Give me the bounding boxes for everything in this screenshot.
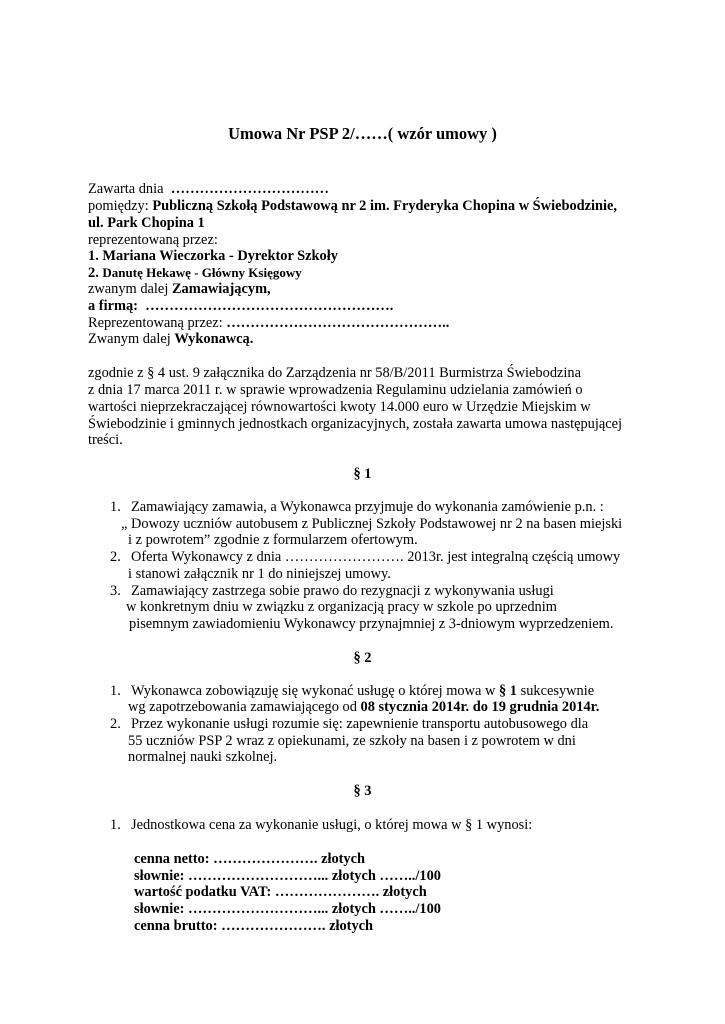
rep1-text: 1. Mariana Wieczorka - Dyrektor Szkoły: [88, 248, 338, 264]
repr-label: reprezentowaną przez:: [88, 232, 218, 248]
zamawiajacy-term: Zamawiającym,: [171, 281, 271, 297]
s2-item1-paragraph-ref: § 1: [499, 683, 517, 699]
basis-line-1: zgodnie z § 4 ust. 9 załącznika do Zarządzenia nr 58/B/2011 Burmistrza Świebodzina: [88, 365, 581, 381]
price-netto: cenna netto: …………………. złotych: [134, 851, 366, 867]
s2-item1-text-d: wg zapotrzebowania zamawiającego od: [128, 699, 357, 715]
s2-item1-number: 1.: [110, 683, 121, 699]
firma-dots: …………………………………………….: [145, 298, 394, 314]
rep2-number: 2.: [88, 265, 99, 281]
rep1-line: [88, 247, 338, 265]
s2-item2-line1: Przez wykonanie usługi rozumie się: zapewnienie transportu autobusowego dla: [131, 716, 589, 732]
party1-address-text: ul. Park Chopina 1: [88, 215, 205, 231]
wykonawca-term: Wykonawcą.: [174, 331, 254, 347]
repr2-dots: ………………………………………..: [226, 315, 450, 331]
basis-line-2: z dnia 17 marca 2011 r. w sprawie wprowadzenia Regulaminu udzielania zamówień o: [88, 382, 583, 398]
s1-item2-line1: Oferta Wykonawcy z dnia ……………………. 2013r. jest integralną częścią umowy: [131, 549, 621, 565]
rep2-text: Danutę Hekawę - Główny Księgowy: [102, 265, 302, 280]
s2-item1-dates: 08 stycznia 2014r. do 19 grudnia 2014r.: [360, 699, 600, 715]
s2-item1-text-c: sukcesywnie: [517, 683, 595, 699]
zwanym-line: [88, 280, 271, 298]
firma-line: [88, 297, 393, 315]
party1-name: Publiczną Szkołą Podstawową nr 2 im. Fryderyka Chopina w Świebodzinie,: [152, 198, 618, 214]
firma-label: a firmą:: [88, 298, 138, 314]
s1-item2-number: 2.: [110, 549, 121, 565]
s1-item3-line2: w konkretnym dniu w związku z organizacją pracy w szkole po uprzednim: [126, 599, 557, 615]
s2-item1-line2: [128, 698, 599, 716]
zwanym2-label: Zwanym dalej: [88, 331, 171, 347]
section-1-heading: § 1: [353, 466, 372, 482]
price-netto-words: słownie: ………………………... złotych ……../100: [134, 868, 441, 884]
section-3-heading: § 3: [353, 783, 372, 799]
s1-item1-line2: „ Dowozy uczniów autobusem z Publicznej Szkoły Podstawowej nr 2 na basen miejski: [121, 516, 623, 532]
s2-item2-line3: normalnej nauki szkolnej.: [128, 749, 278, 765]
document-title: Umowa Nr PSP 2/……( wzór umowy ): [228, 124, 497, 143]
basis-line-5: treści.: [88, 432, 123, 448]
s1-item3-line3: pisemnym zawiadomieniu Wykonawcy przynajmniej z 3-dniowym wyprzedzeniem.: [129, 616, 614, 632]
s2-item2-number: 2.: [110, 716, 121, 732]
repr2-label: Reprezentowaną przez:: [88, 315, 223, 331]
pomiedzy-label: pomiędzy:: [88, 198, 149, 214]
section-2-heading: § 2: [353, 650, 372, 666]
price-vat: wartość podatku VAT: …………………. złotych: [134, 884, 427, 900]
s1-item1-line1: Zamawiający zamawia, a Wykonawca przyjmuje do wykonania zamówienie p.n. :: [131, 499, 604, 515]
s2-item2-line2: 55 uczniów PSP 2 wraz z opiekunami, ze szkoły na basen i z powrotem w dni: [128, 733, 576, 749]
basis-line-4: Świebodzinie i gminnych jednostkach organizacyjnych, została zawarta umowa następującej: [88, 416, 622, 432]
price-vat-words: słownie: ………………………... złotych ……../100: [134, 901, 441, 917]
pomiedzy-line: [88, 197, 617, 215]
zawarta-label: Zawarta dnia: [88, 181, 164, 197]
zawarta-dots: ……………………………: [170, 181, 330, 197]
price-brutto: cenna brutto: …………………. złotych: [134, 918, 374, 934]
s2-item1-text-a: Wykonawca zobowiązuję się wykonać usługę o której mowa w: [131, 683, 496, 699]
s3-item1-number: 1.: [110, 817, 121, 833]
s3-item1-line1: Jednostkowa cena za wykonanie usługi, o której mowa w § 1 wynosi:: [131, 817, 533, 833]
s1-item1-line3: i z powrotem” zgodnie z formularzem ofertowym.: [128, 532, 418, 548]
zwanym2-line: [88, 330, 253, 348]
party1-address: [88, 214, 205, 232]
zawarta-line: [88, 180, 329, 198]
s1-item1-number: 1.: [110, 499, 121, 515]
basis-line-3: wartości nieprzekraczającej równowartości kwoty 14.000 euro w Urzędzie Miejskim w: [88, 399, 591, 415]
s1-item3-number: 3.: [110, 583, 121, 599]
s1-item3-line1: Zamawiający zastrzega sobie prawo do rezygnacji z wykonywania usługi: [131, 583, 554, 599]
s1-item2-line2: i stanowi załącznik nr 1 do niniejszej umowy.: [128, 566, 391, 582]
zwanym-label: zwanym dalej: [88, 281, 169, 297]
